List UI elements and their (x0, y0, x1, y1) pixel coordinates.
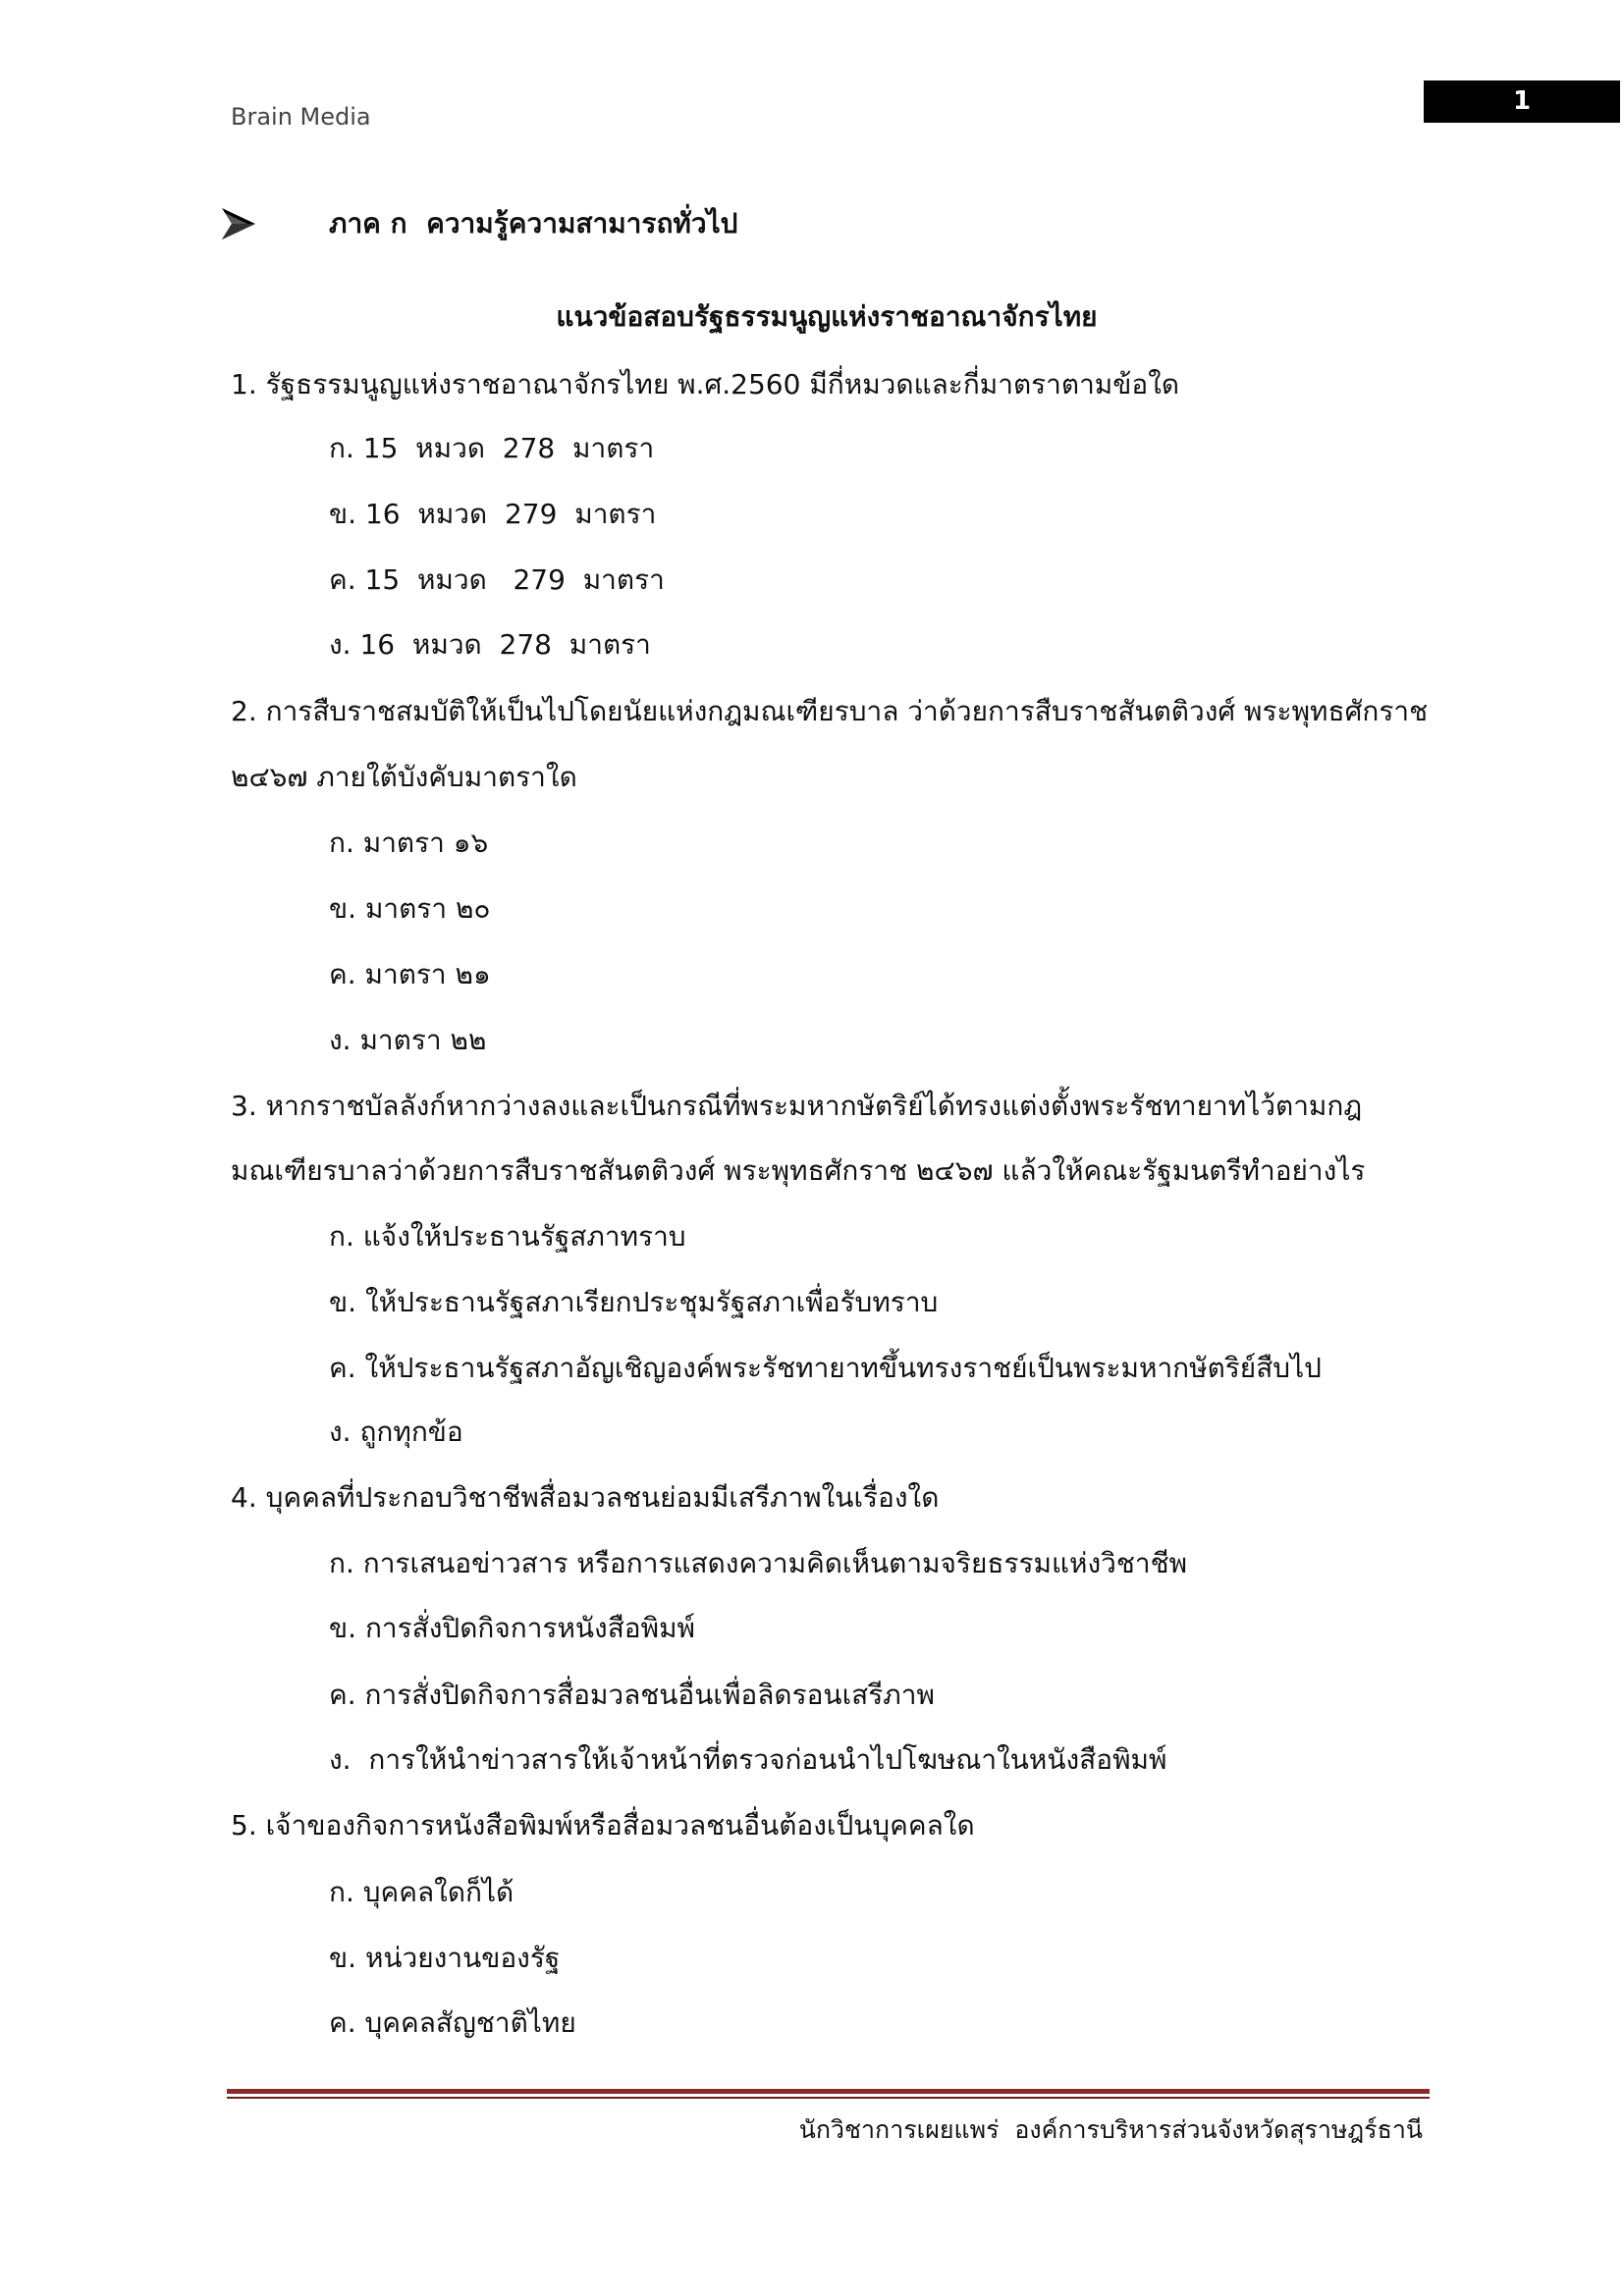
arrowhead-bullet-icon (220, 206, 257, 241)
footer-text: นักวิชาการเผยแพร่ องค์การบริหารส่วนจังหวัดสุราษฎร์ธานี (798, 2115, 1423, 2144)
question-3-option-a: ก. แจ้งให้ประธานรัฐสภาทราบ (329, 1220, 686, 1253)
question-4-option-c: ค. การสั่งปิดกิจการสื่อมวลชนอื่นเพื่อลิดรอนเสรีภาพ (329, 1679, 935, 1711)
question-2-option-d: ง. มาตรา ๒๒ (329, 1024, 487, 1056)
header-brand: Brain Media (231, 103, 371, 131)
exam-title: แนวข้อสอบรัฐธรรมนูญแห่งราชอาณาจักรไทย (556, 300, 1098, 333)
question-5-text: 5. เจ้าของกิจการหนังสือพิมพ์หรือสื่อมวลชนอื่นต้องเป็นบุคคลใด (231, 1809, 975, 1842)
question-4-option-d: ง. การให้นำข่าวสารให้เจ้าหน้าที่ตรวจก่อนนำไปโฆษณาในหนังสือพิมพ์ (329, 1743, 1167, 1776)
question-1-text: 1. รัฐธรรมนูญแห่งราชอาณาจักรไทย พ.ศ.2560 มีกี่หมวดและกี่มาตราตามข้อใด (231, 368, 1180, 400)
question-2-option-b: ข. มาตรา ๒๐ (329, 892, 491, 925)
question-3-text-line-1: 3. หากราชบัลลังก์หากว่างลงและเป็นกรณีที่พระมหากษัตริย์ได้ทรงแต่งตั้งพระรัชทายาทไว้ตามกฎ (231, 1090, 1363, 1122)
question-2-option-a: ก. มาตรา ๑๖ (329, 827, 489, 859)
question-1-option-d: ง. 16 หมวด 278 มาตรา (329, 628, 651, 661)
section-title: ภาค ก ความรู้ความสามารถทั่วไป (329, 207, 738, 240)
footer-rule-thin (227, 2097, 1430, 2099)
question-5-option-c: ค. บุคคลสัญชาติไทย (329, 2006, 576, 2039)
question-5-option-b: ข. หน่วยงานของรัฐ (329, 1942, 561, 1974)
page-number-badge: 1 (1424, 80, 1620, 123)
question-2-option-c: ค. มาตรา ๒๑ (329, 958, 491, 990)
question-3-option-b: ข. ให้ประธานรัฐสภาเรียกประชุมรัฐสภาเพื่อรับทราบ (329, 1286, 939, 1318)
question-1-option-a: ก. 15 หมวด 278 มาตรา (329, 432, 655, 464)
question-4-text: 4. บุคคลที่ประกอบวิชาชีพสื่อมวลชนย่อมมีเสรีภาพในเรื่องใด (231, 1481, 940, 1514)
question-3-option-d: ง. ถูกทุกข้อ (329, 1415, 463, 1448)
question-3-option-c: ค. ให้ประธานรัฐสภาอัญเชิญองค์พระรัชทายาทขึ้นทรงราชย์เป็นพระมหากษัตริย์สืบไป (329, 1352, 1322, 1384)
question-2-text-line-1: 2. การสืบราชสมบัติให้เป็นไปโดยนัยแห่งกฎมณเฑียรบาล ว่าด้วยการสืบราชสันตติวงศ์ พระพุทธศักราช (231, 695, 1429, 727)
question-4-option-a: ก. การเสนอข่าวสาร หรือการแสดงความคิดเห็นตามจริยธรรมแห่งวิชาชีพ (329, 1547, 1188, 1579)
question-1-option-c: ค. 15 หมวด 279 มาตรา (329, 563, 665, 596)
question-1-option-b: ข. 16 หมวด 279 มาตรา (329, 498, 657, 530)
question-2-text-line-2: ๒๔๖๗ ภายใต้บังคับมาตราใด (231, 761, 577, 793)
question-4-option-b: ข. การสั่งปิดกิจการหนังสือพิมพ์ (329, 1612, 695, 1644)
question-5-option-a: ก. บุคคลใดก็ได้ (329, 1876, 514, 1908)
footer-rule-thick (227, 2089, 1430, 2094)
question-3-text-line-2: มณเฑียรบาลว่าด้วยการสืบราชสันตติวงศ์ พระพุทธศักราช ๒๔๖๗ แล้วให้คณะรัฐมนตรีทำอย่างไร (231, 1154, 1366, 1187)
